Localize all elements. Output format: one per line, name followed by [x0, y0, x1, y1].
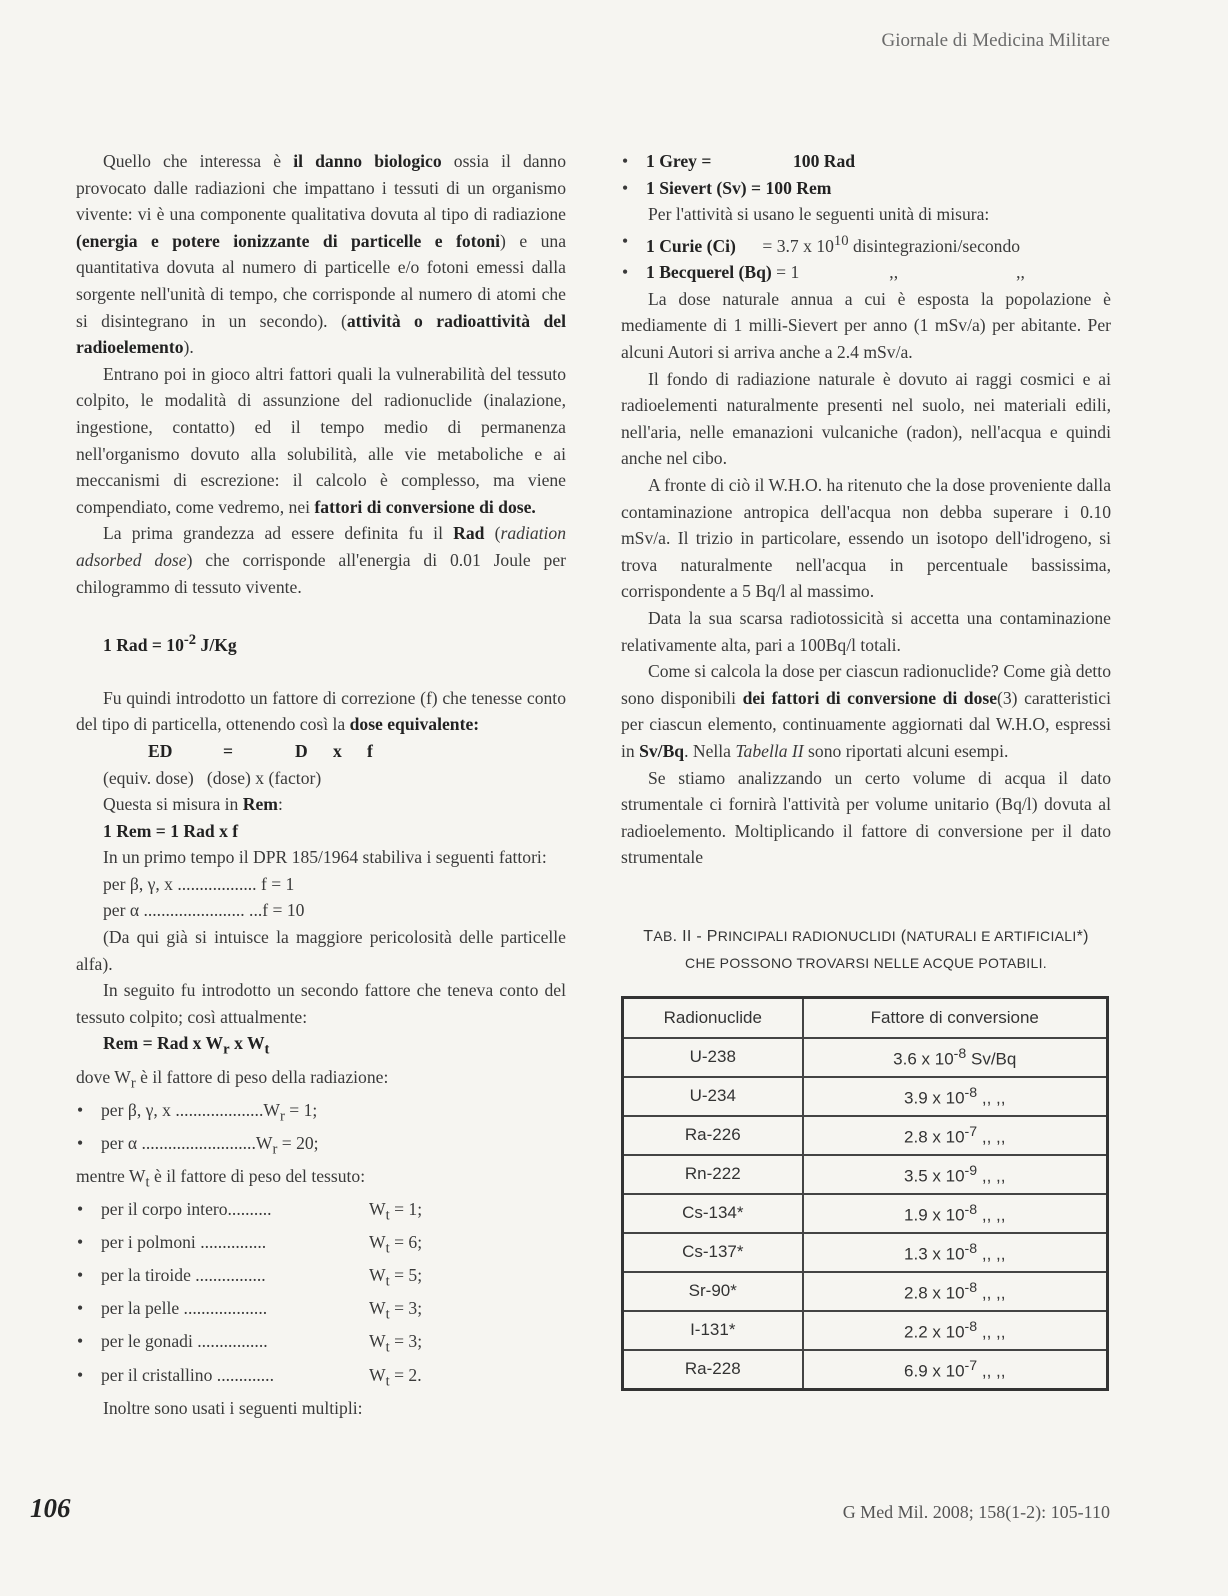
list-item: • per i polmoni ............... $W_t = 6$; — [76, 1229, 566, 1262]
table-row — [623, 1311, 1108, 1350]
attivita-intro: Per l'attività si usano le seguenti unità di misura: — [648, 204, 990, 225]
list-item: • 1 Curie (Ci) = 3.7 x $10^{10}$ disintegrazioni/secondo — [621, 228, 1111, 259]
table-row — [623, 1233, 1108, 1272]
left-column — [76, 148, 566, 1421]
paragraph-radiotossicita: Data la sua scarsa radiotossicità si accetta una contaminazione relativamente alta, pari a 100Bq/l totali. — [621, 607, 1111, 655]
conversion-factor-cell: 3.9 x $10^{-8}$ ,, ,, — [803, 1077, 1108, 1116]
conversion-factor-cell: 2.8 x $10^{-7}$ ,, ,, — [803, 1116, 1108, 1155]
conversion-table — [621, 996, 1109, 1391]
right-column — [621, 148, 1111, 1391]
paragraph-dose-naturale: La dose naturale annua a cui è esposta la popolazione è mediamente di 1 milli-Sievert per anno (1 mSv/a) per abitante. Per alcuni Autori si arriva anche a 2.4 mSv/a. — [621, 288, 1111, 363]
list-item: • per le gonadi ................ $W_t = 3$; — [76, 1328, 566, 1361]
radionuclide-cell: Cs-134* — [623, 1194, 803, 1233]
list-item: • per α $..........................W_r = 20$; — [76, 1130, 566, 1163]
radionuclide-cell: Cs-137* — [623, 1233, 803, 1272]
conversion-factor-cell: 2.8 x $10^{-8}$ ,, ,, — [803, 1272, 1108, 1311]
wt-list — [76, 1196, 566, 1395]
units-list — [621, 148, 1111, 201]
table-row — [623, 1116, 1108, 1155]
citation: G Med Mil. 2008; 158(1-2): 105-110 — [842, 1502, 1110, 1522]
table-caption: TAB. II - PRINCIPALI RADIONUCLIDI (NATURALI E ARTIFICIALI*) CHE POSSONO TROVARSI NELLE ACQUE POTABILI. — [643, 927, 1089, 971]
table-row — [623, 1350, 1108, 1390]
conversion-factor-cell: 3.5 x $10^{-9}$ ,, ,, — [803, 1155, 1108, 1194]
list-item: • per il cristallino ............. $W_t = 2$. — [76, 1362, 566, 1395]
paragraph-alfa: (Da qui già si intuisce la maggiore pericolosità delle particelle alfa). — [76, 927, 566, 974]
radionuclide-cell: Ra-226 — [623, 1116, 803, 1155]
formula-rad: 1 Rad = $10^{-2}$ J/Kg — [103, 631, 237, 655]
paragraph-rad: La prima grandezza ad essere definita fu il Rad (radiation adsorbed dose) che corrisponde all'energia di 0.01 Joule per chilogrammo di tessuto vivente. — [76, 523, 567, 597]
paragraph-seguito: In seguito fu introdotto un secondo fattore che teneva conto del tessuto colpito; così attualmente: — [76, 980, 566, 1027]
paragraph-volume: Se stiamo analizzando un certo volume di acqua il dato strumentale ci fornirà l'attività per volume unitario (Bq/l) dovuta al radioelemento. Moltiplicando il fattore di conversione per il dato strumentale — [621, 767, 1111, 868]
wr-list — [76, 1097, 566, 1163]
running-header: Giornale di Medicina Militare — [881, 30, 1110, 51]
paragraph-danno-biologico: Quello che interessa è il danno biologico ossia il danno provocato dalle radiazioni che impattano i tessuti di un organismo vivente: vi è una componente qualitativa dovuta al tipo di radiazione (energia e potere ionizzante di particelle e fotoni) e una quantitativa dovuta al numero di particelle e/o fotoni emessi dalla sorgente nell'unità di tempo, che corrisponde al numero di atomi che si disintegrano in un secondo). (attività o radioattività del radioelemento). — [76, 151, 567, 358]
rem-intro: Questa si misura in Rem: — [103, 794, 283, 815]
list-item: • per β, γ, x $....................W_r = 1$; — [76, 1097, 566, 1130]
paragraph-who: A fronte di ciò il W.H.O. ha ritenuto che la dose proveniente dalla contaminazione antropica dell'acqua non debba superare i 0.10 mSv/a. Il trizio in particolare, essendo un isotopo dell'idrogeno, si trova naturalmente nell'acqua in percentuale bassissima, corrispondente a 5 Bq/l al massimo. — [621, 474, 1111, 602]
wr-intro: dove $W_r$ è il fattore di peso della radiazione: — [76, 1066, 389, 1092]
radionuclide-cell: Ra-228 — [623, 1350, 803, 1390]
column-header: Fattore di conversione — [803, 997, 1108, 1038]
equation-ed: ED = D x f — [148, 740, 373, 761]
paragraph-fattori: Entrano poi in gioco altri fattori quali la vulnerabilità del tessuto colpito, le modalità di assunzione del radionuclide (inalazione, ingestione, contatto) ed il tempo medio di permanenza nell'organismo dovuto alla solubilità, alle vie metaboliche e ai meccanismi di escrezione: il calcolo è complesso, ma viene compendiato, come vedremo, nei fattori di conversione di dose. — [76, 363, 566, 517]
wt-intro: mentre $W_t$ è il fattore di peso del tessuto: — [76, 1165, 366, 1191]
conversion-factor-cell: 3.6 x $10^{-8}$ Sv/Bq — [803, 1038, 1108, 1077]
page-number: 106 — [30, 1493, 71, 1523]
list-item: • per la tiroide ................ $W_t = 5$; — [76, 1262, 566, 1295]
conversion-factor-cell: 1.9 x $10^{-8}$ ,, ,, — [803, 1194, 1108, 1233]
radionuclide-cell: I-131* — [623, 1311, 803, 1350]
paragraph-dpr: In un primo tempo il DPR 185/1964 stabiliva i seguenti fattori: — [103, 847, 547, 868]
list-item: • 1 Sievert (Sv) = 100 Rem — [621, 175, 1111, 202]
list-item: • 1 Becquerel (Bq) = 1 ,, ,, — [621, 259, 1111, 286]
list-item: • per il corpo intero.......... $W_t = 1$; — [76, 1196, 566, 1229]
conversion-factor-cell: 6.9 x $10^{-7}$ ,, ,, — [803, 1350, 1108, 1390]
rem-definition: 1 Rem = 1 Rad x f — [103, 820, 239, 841]
table-row — [623, 1272, 1108, 1311]
paragraph-dose-equivalente: Fu quindi introdotto un fattore di correzione (f) che tenesse conto del tipo di particella, ottenendo così la dose equivalente: — [76, 687, 566, 735]
equation-note: (equiv. dose) (dose) x (factor) — [103, 767, 322, 788]
table-row — [623, 1038, 1108, 1077]
radionuclide-cell: U-234 — [623, 1077, 803, 1116]
activity-units-list — [621, 228, 1111, 286]
list-item: • 1 Grey = 100 Rad — [621, 148, 1111, 175]
factor-beta: per β, γ, x .................. f = 1 — [103, 873, 295, 894]
radionuclide-cell: U-238 — [623, 1038, 803, 1077]
multipli-intro: Inoltre sono usati i seguenti multipli: — [103, 1397, 363, 1418]
radionuclide-cell: Sr-90* — [623, 1272, 803, 1311]
formula-rem: Rem = Rad x $W_r$ x $W_t$ — [103, 1033, 270, 1058]
factor-alpha: per α ....................... ...f = 10 — [103, 900, 305, 921]
paragraph-fondo: Il fondo di radiazione naturale è dovuto ai raggi cosmici e ai radioelementi naturalmente presenti nel suolo, nei materiali edili, nell'aria, nelle emanazioni vulcaniche (radon), nell'acqua e quindi anche nel cibo. — [621, 368, 1111, 469]
list-item: • per la pelle ................... $W_t = 3$; — [76, 1295, 566, 1328]
table-row — [623, 1155, 1108, 1194]
table-row — [623, 1077, 1108, 1116]
paragraph-calcolo: Come si calcola la dose per ciascun radionuclide? Come già detto sono disponibili dei fattori di conversione di dose(3) caratteristici per ciascun elemento, continuamente aggiornati dal W.H.O, espressi in Sv/Bq. Nella Tabella II sono riportati alcuni esempi. — [621, 661, 1112, 761]
table-row — [623, 1194, 1108, 1233]
column-header: Radionuclide — [623, 997, 803, 1038]
conversion-factor-cell: 2.2 x $10^{-8}$ ,, ,, — [803, 1311, 1108, 1350]
table-header-row — [623, 997, 1108, 1038]
radionuclide-cell: Rn-222 — [623, 1155, 803, 1194]
conversion-factor-cell: 1.3 x $10^{-8}$ ,, ,, — [803, 1233, 1108, 1272]
